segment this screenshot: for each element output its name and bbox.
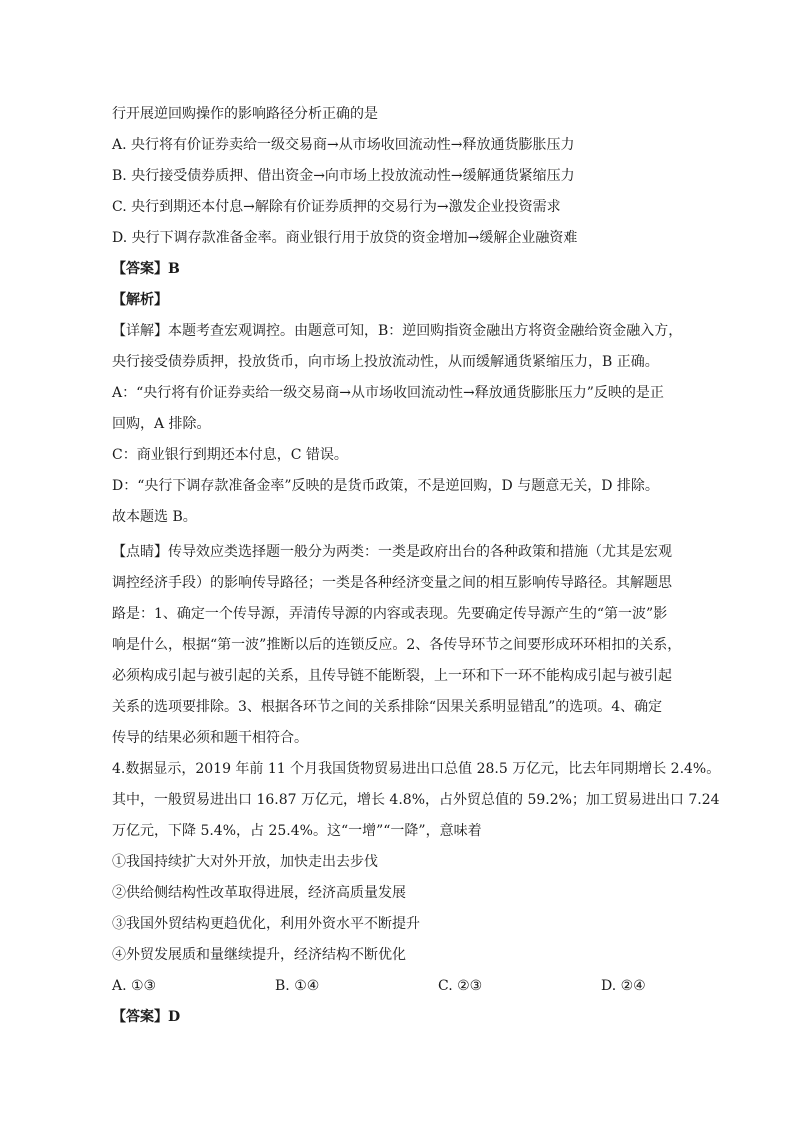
q3-option-c: C. 央行到期还本付息→解除有价证券质押的交易行为→激发企业投资需求 [112,199,561,215]
q3-tip-line: 调控经济手段）的影响传导路径；一类是各种经济变量之间的相互影响传导路径。其解题思 [112,575,672,591]
q3-detail-line: D：“央行下调存款准备金率”反映的是货币政策，不是逆回购，D 与题意无关，D 排除。 [112,478,659,494]
q4-answer: 【答案】D [112,1009,181,1025]
q3-detail-line: 回购，A 排除。 [112,416,211,432]
q3-tip-line: 响是什么，根据“第一波”推断以后的连锁反应。2、各传导环节之间要形成环环相扣的关系， [112,637,682,653]
q4-statement-4: ④外贸发展质和量继续提升，经济结构不断优化 [112,947,406,963]
q4-stem-line: 其中，一般贸易进出口 16.87 万亿元，增长 4.8%，占外贸总值的 59.2%；加工贸易进出口 7.24 [112,792,720,808]
q3-option-a: A. 央行将有价证券卖给一级交易商→从市场收回流动性→释放通货膨胀压力 [112,137,575,153]
q3-detail-line: C：商业银行到期还本付息，C 错误。 [112,447,348,463]
q3-tip-line: 【点睛】传导效应类选择题一般分为两类：一类是政府出台的各种政策和措施（尤其是宏观 [112,544,672,560]
q3-tip-line: 路是：1、确定一个传导源，弄清传导源的内容或表现。先要确定传导源产生的“第一波”影 [112,606,668,622]
q3-tip-line: 关系的选项要排除。3、根据各环节之间的关系排除“因果关系明显错乱”的选项。4、确定 [112,699,663,715]
q4-stem-line: 万亿元，下降 5.4%，占 25.4%。这“一增”“一降”，意味着 [112,823,482,839]
q4-statement-2: ②供给侧结构性改革取得进展，经济高质量发展 [112,885,406,901]
q3-option-d: D. 央行下调存款准备金率。商业银行用于放贷的资金增加→缓解企业融资难 [112,230,578,246]
q3-option-b: B. 央行接受债券质押、借出资金→向市场上投放流动性→缓解通货紧缩压力 [112,168,575,184]
q3-detail-line: 央行接受债券质押，投放货币，向市场上投放流动性，从而缓解通货紧缩压力，B 正确。 [112,354,659,370]
q4-statement-1: ①我国持续扩大对外开放，加快走出去步伐 [112,854,378,870]
q3-tip-line: 传导的结果必须和题干相符合。 [112,730,308,746]
q3-detail-line: A：“央行将有价证券卖给一级交易商→从市场收回流动性→释放通货膨胀压力”反映的是正 [112,385,664,401]
q4-choices-row [112,976,672,996]
q4-choice-c: C. ②③ [438,978,483,994]
q3-analysis-heading: 【解析】 [112,292,168,308]
q4-choice-d: D. ②④ [601,978,646,994]
q3-answer: 【答案】B [112,261,180,277]
q3-detail-line: 【详解】本题考查宏观调控。由题意可知，B：逆回购指资金融出方将资金融给资金融入方， [112,323,683,339]
q4-choice-a: A. ①③ [112,978,157,994]
q4-statement-3: ③我国外贸结构更趋优化，利用外资水平不断提升 [112,916,420,932]
q3-stem-tail: 行开展逆回购操作的影响路径分析正确的是 [112,106,378,122]
q4-choice-b: B. ①④ [275,978,320,994]
q3-tip-line: 必须构成引起与被引起的关系，且传导链不能断裂，上一环和下一环不能构成引起与被引起 [112,668,672,684]
q3-detail-line: 故本题选 B。 [112,509,197,525]
q4-stem-line: 4.数据显示，2019 年前 11 个月我国货物贸易进出口总值 28.5 万亿元，比去年同期增长 2.4%。 [112,761,721,777]
